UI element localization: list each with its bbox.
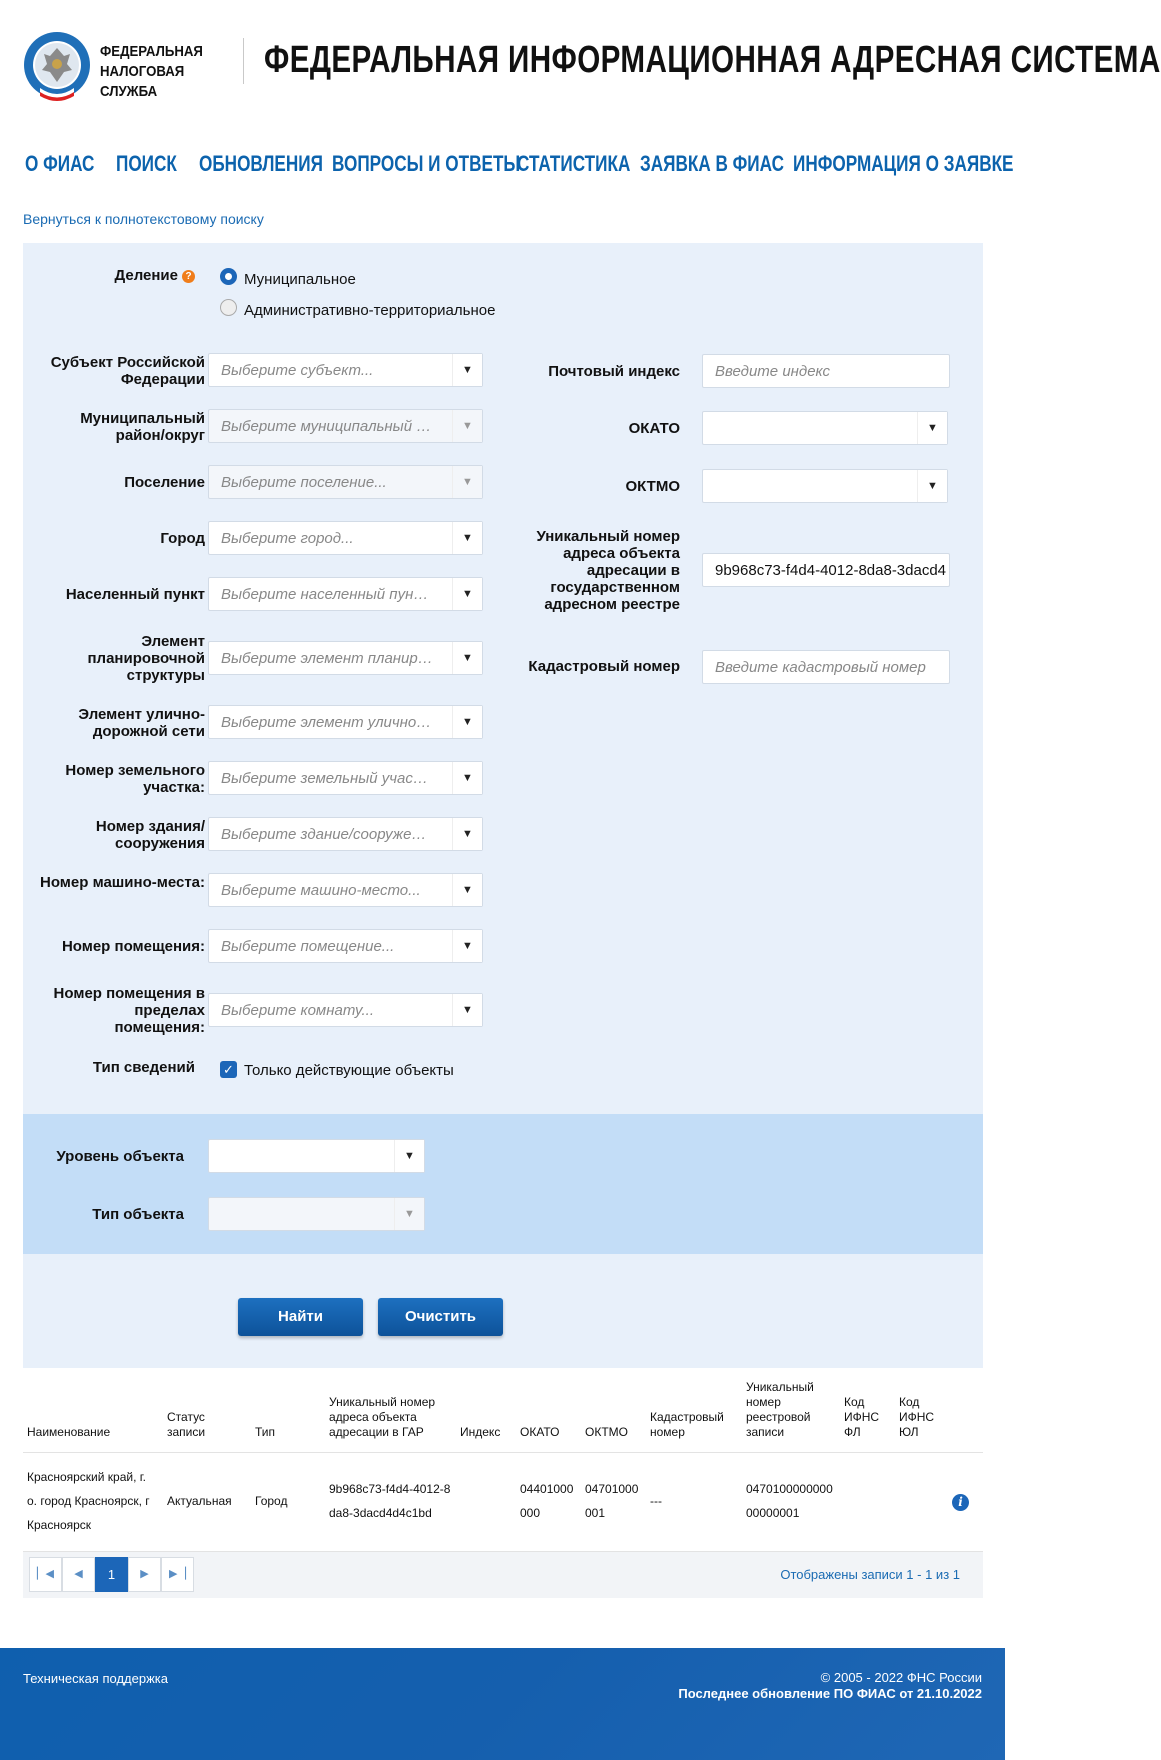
room-placeholder: Выберите комнату... xyxy=(221,1002,374,1019)
chevron-down-icon[interactable]: ▼ xyxy=(452,994,482,1026)
locality-select[interactable] xyxy=(208,577,483,611)
room-select[interactable] xyxy=(208,993,483,1027)
chevron-down-icon[interactable]: ▼ xyxy=(394,1198,424,1230)
info-type-label: Тип сведений xyxy=(92,1059,195,1076)
nav-faq[interactable]: ВОПРОСЫ И ОТВЕТЫ xyxy=(332,151,521,176)
planning-element-label: Элемент планировочной структуры xyxy=(87,633,205,684)
object-type-select[interactable] xyxy=(208,1197,425,1231)
division-label xyxy=(60,267,195,284)
active-only-label[interactable]: Только действующие объекты xyxy=(244,1062,454,1079)
oktmo-label: ОКТМО xyxy=(625,478,680,495)
page-1-button[interactable]: 1 xyxy=(95,1557,128,1592)
settlement-placeholder: Выберите поселение... xyxy=(221,474,387,491)
table-header-separator xyxy=(23,1452,983,1453)
main-nav xyxy=(0,148,1014,184)
next-page-icon[interactable]: ▶ xyxy=(128,1557,161,1592)
okato-select[interactable] xyxy=(702,411,948,445)
premises-placeholder: Выберите помещение... xyxy=(221,938,395,955)
locality-label: Населенный пункт xyxy=(65,586,205,603)
help-icon[interactable]: ? xyxy=(182,270,195,283)
parking-place-label: Номер машино-места: xyxy=(40,874,206,891)
street-element-select[interactable] xyxy=(208,705,483,739)
premises-select[interactable] xyxy=(208,929,483,963)
first-page-icon[interactable]: ▏◀ xyxy=(29,1557,62,1592)
chevron-down-icon[interactable]: ▼ xyxy=(452,762,482,794)
row-oktmo: 04701000001 xyxy=(585,1482,639,1520)
cadastral-placeholder: Введите кадастровый номер xyxy=(715,659,926,676)
row-name[interactable]: Красноярский край, г. о. город Красноярск, г Красноярск xyxy=(27,1470,150,1532)
find-button[interactable]: Найти xyxy=(238,1298,363,1336)
row-status: Актуальная xyxy=(167,1494,232,1508)
street-element-placeholder: Выберите элемент улично… xyxy=(221,714,432,731)
okato-label: ОКАТО xyxy=(628,420,680,437)
parking-place-select[interactable] xyxy=(208,873,483,907)
chevron-down-icon[interactable]: ▼ xyxy=(917,412,947,444)
chevron-down-icon[interactable]: ▼ xyxy=(452,706,482,738)
postal-index-label: Почтовый индекс xyxy=(548,363,680,380)
fns-emblem-icon[interactable] xyxy=(22,30,92,102)
info-icon[interactable]: i xyxy=(952,1494,969,1511)
nav-request[interactable]: ЗАЯВКА В ФИАС xyxy=(640,151,785,176)
city-label: Город xyxy=(160,530,205,547)
header-registry[interactable]: Уникальный номер реестровой записи xyxy=(746,1380,814,1439)
chevron-down-icon[interactable]: ▼ xyxy=(452,410,482,442)
building-label: Номер здания/сооружения xyxy=(95,818,205,852)
chevron-down-icon[interactable]: ▼ xyxy=(452,874,482,906)
chevron-down-icon[interactable]: ▼ xyxy=(452,818,482,850)
chevron-down-icon[interactable]: ▼ xyxy=(394,1140,424,1172)
subject-label: Субъект Российской Федерации xyxy=(50,354,205,388)
site-footer xyxy=(0,1648,1005,1760)
postal-index-placeholder: Введите индекс xyxy=(715,363,830,380)
header-okato[interactable]: ОКАТО xyxy=(520,1425,560,1439)
municipal-district-select[interactable] xyxy=(208,409,483,443)
object-level-panel xyxy=(23,1114,983,1254)
object-level-label: Уровень объекта xyxy=(56,1148,184,1165)
unique-number-value: 9b968c73-f4d4-4012-8da8-3dacd4 xyxy=(715,562,947,579)
footer-copyright xyxy=(678,1670,982,1702)
buttons-panel xyxy=(23,1254,983,1368)
header-ifns-fl[interactable]: Код ИФНС ФЛ xyxy=(844,1395,880,1439)
row-registry: 047010000000000000001 xyxy=(746,1482,833,1520)
chevron-down-icon[interactable]: ▼ xyxy=(452,466,482,498)
header-cadastral[interactable]: Кадастровый номер xyxy=(650,1410,724,1439)
nav-updates[interactable]: ОБНОВЛЕНИЯ xyxy=(199,151,323,176)
planning-element-select[interactable] xyxy=(208,641,483,675)
division-option-municipal[interactable]: Муниципальное xyxy=(244,271,356,288)
land-plot-placeholder: Выберите земельный учас… xyxy=(221,770,428,787)
header-type[interactable]: Тип xyxy=(255,1425,276,1439)
municipal-district-label: Муниципальный район/округ xyxy=(80,410,205,444)
building-select[interactable] xyxy=(208,817,483,851)
header-status[interactable]: Статус записи xyxy=(167,1410,206,1439)
land-plot-label: Номер земельного участка: xyxy=(65,762,205,796)
last-update-text: Последнее обновление ПО ФИАС от 21.10.2022 xyxy=(678,1686,982,1701)
prev-page-icon[interactable]: ◀ xyxy=(62,1557,95,1592)
settlement-label: Поселение xyxy=(124,474,205,491)
unique-number-label: Уникальный номер адреса объекта адресации в государственном адресном реестре xyxy=(536,528,680,613)
nav-request-info[interactable]: ИНФОРМАЦИЯ О ЗАЯВКЕ xyxy=(793,151,1014,176)
premises-label: Номер помещения: xyxy=(61,938,205,955)
header-oktmo[interactable]: ОКТМО xyxy=(585,1425,628,1439)
division-radio-municipal[interactable] xyxy=(220,268,237,285)
back-to-fulltext-link[interactable]: Вернуться к полнотекстовому поиску xyxy=(23,211,264,227)
header-divider xyxy=(243,38,244,84)
division-option-administrative[interactable]: Административно-территориальное xyxy=(244,302,496,319)
header-ifns-ul[interactable]: Код ИФНС ЮЛ xyxy=(899,1395,935,1439)
site-header xyxy=(0,0,1161,120)
city-placeholder: Выберите город... xyxy=(221,530,354,547)
nav-statistics[interactable]: СТАТИСТИКА xyxy=(517,151,631,176)
chevron-down-icon[interactable]: ▼ xyxy=(452,642,482,674)
header-name[interactable]: Наименование xyxy=(27,1425,111,1439)
locality-placeholder: Выберите населенный пун… xyxy=(221,586,429,603)
chevron-down-icon[interactable]: ▼ xyxy=(452,522,482,554)
system-title: ФЕДЕРАЛЬНАЯ ИНФОРМАЦИОННАЯ АДРЕСНАЯ СИСТЕМА xyxy=(264,39,1161,81)
nav-about[interactable]: О ФИАС xyxy=(25,151,95,176)
org-name: ФЕДЕРАЛЬНАЯ НАЛОГОВАЯ СЛУЖБА xyxy=(100,43,203,100)
chevron-down-icon[interactable]: ▼ xyxy=(452,354,482,386)
planning-element-placeholder: Выберите элемент планир… xyxy=(221,650,433,667)
header-index[interactable]: Индекс xyxy=(460,1425,501,1439)
row-cadastral: --- xyxy=(650,1494,662,1508)
tech-support-link[interactable]: Техническая поддержка xyxy=(23,1671,168,1686)
oktmo-select[interactable] xyxy=(702,469,948,503)
street-element-label: Элемент улично-дорожной сети xyxy=(78,706,205,740)
division-label-text: Деление xyxy=(114,267,178,284)
settlement-select[interactable] xyxy=(208,465,483,499)
building-placeholder: Выберите здание/сооруже… xyxy=(221,826,427,843)
header-gar-id[interactable]: Уникальный номер адреса объекта адресации в ГАР xyxy=(329,1395,436,1439)
copyright-text: © 2005 - 2022 ФНС России xyxy=(820,1670,982,1685)
row-type: Город xyxy=(255,1494,288,1508)
cadastral-label: Кадастровый номер xyxy=(528,658,680,675)
chevron-down-icon[interactable]: ▼ xyxy=(917,470,947,502)
row-okato: 04401000000 xyxy=(520,1482,574,1520)
parking-place-placeholder: Выберите машино-место... xyxy=(221,882,421,899)
cadastral-input[interactable] xyxy=(702,650,950,684)
nav-search[interactable]: ПОИСК xyxy=(116,151,177,176)
chevron-down-icon[interactable]: ▼ xyxy=(452,578,482,610)
object-type-label: Тип объекта xyxy=(92,1206,184,1223)
land-plot-select[interactable] xyxy=(208,761,483,795)
subject-select[interactable] xyxy=(208,353,483,387)
object-level-select[interactable] xyxy=(208,1139,425,1173)
municipal-district-placeholder: Выберите муниципальный … xyxy=(221,418,432,435)
last-page-icon[interactable]: ▶▕ xyxy=(161,1557,194,1592)
pager-info: Отображены записи 1 - 1 из 1 xyxy=(780,1567,960,1582)
city-select[interactable] xyxy=(208,521,483,555)
postal-index-input[interactable] xyxy=(702,354,950,388)
active-only-checkbox[interactable]: ✓ xyxy=(220,1061,237,1078)
room-label: Номер помещения в пределах помещения: xyxy=(53,985,205,1036)
row-gar-id: 9b968c73-f4d4-4012-8da8-3dacd4d4c1bd xyxy=(329,1482,451,1520)
chevron-down-icon[interactable]: ▼ xyxy=(452,930,482,962)
unique-number-input[interactable] xyxy=(702,553,950,587)
division-radio-administrative[interactable] xyxy=(220,299,237,316)
clear-button[interactable]: Очистить xyxy=(378,1298,503,1336)
subject-placeholder: Выберите субъект... xyxy=(221,362,374,379)
